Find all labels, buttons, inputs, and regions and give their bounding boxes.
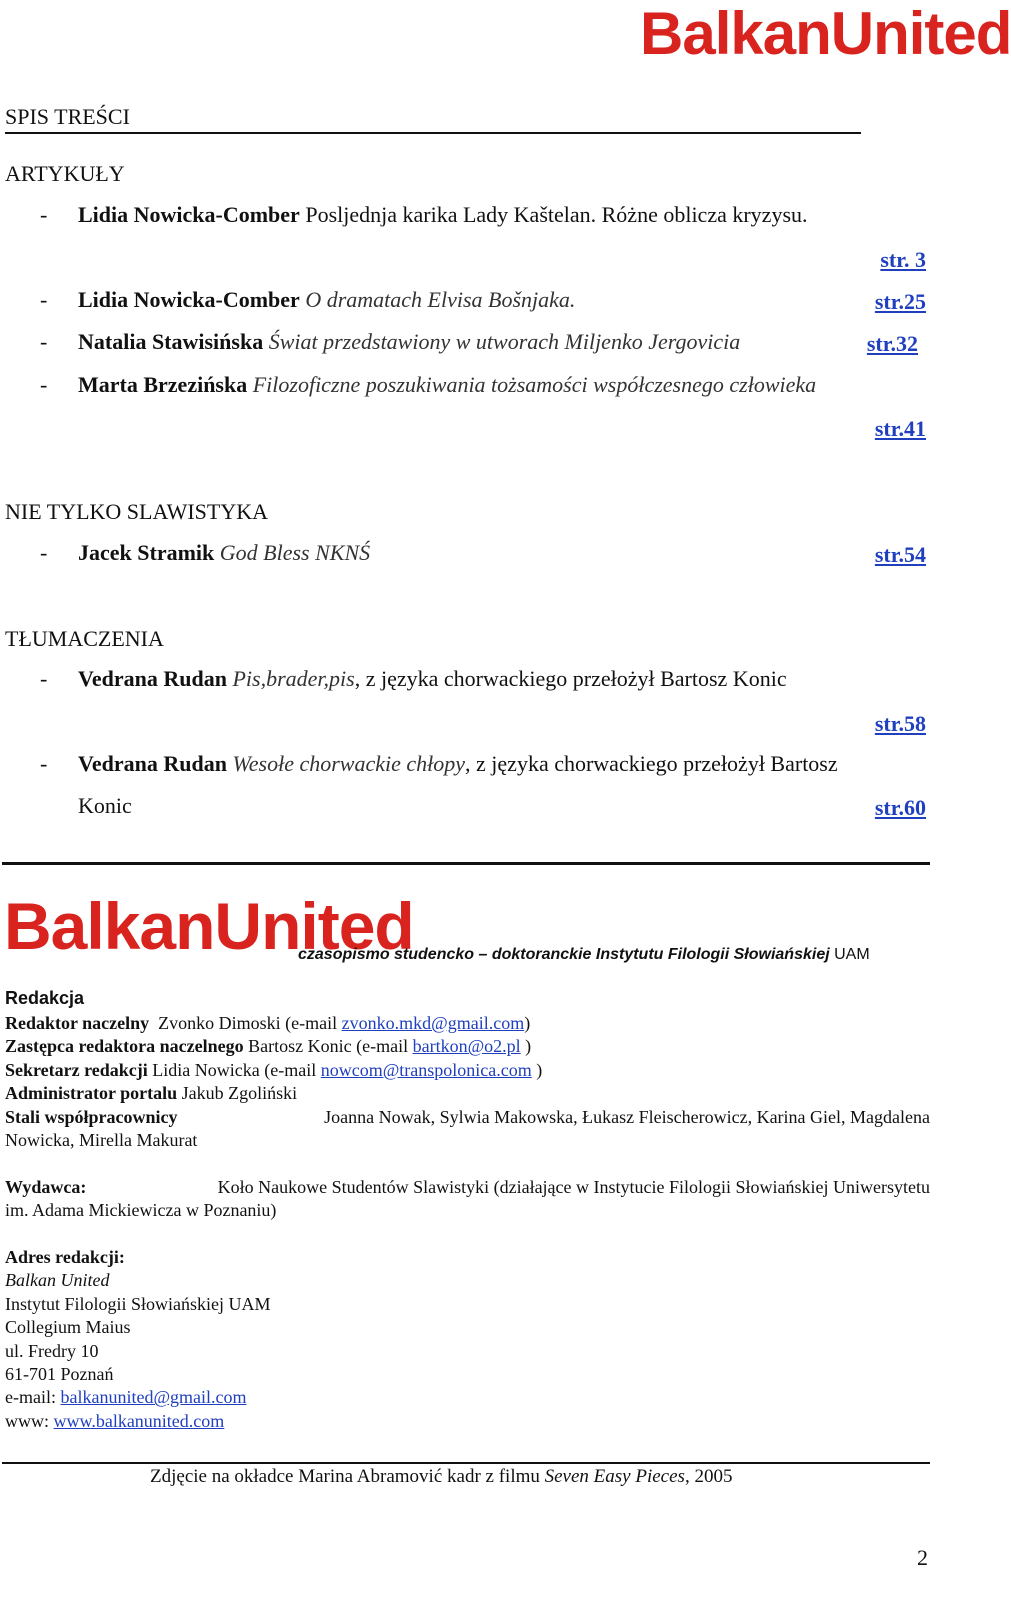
- entry-page-link[interactable]: str.60: [874, 795, 926, 820]
- toc-entry: - Jacek Stramik God Bless NKNŚ: [40, 540, 371, 565]
- section-heading-translations: TŁUMACZENIA: [5, 626, 164, 651]
- toc-entry: - Lidia Nowicka-Comber Posljednja karika Lady Kaštelan. Różne oblicza kryzysu.: [40, 202, 808, 227]
- entry-page-link[interactable]: str.25: [874, 289, 926, 314]
- publisher-line-continued: im. Adama Mickiewicza w Poznaniu): [5, 1200, 277, 1221]
- entry-title: Posljednja karika Lady Kaštelan. Różne oblicza kryzysu.: [305, 202, 808, 227]
- editor-email-link[interactable]: zvonko.mkd@gmail.com: [341, 1013, 525, 1033]
- divider: [2, 862, 930, 865]
- section-heading-articles: ARTYKUŁY: [5, 161, 125, 186]
- entry-author: Natalia Stawisińska: [78, 329, 264, 354]
- entry-title: Pis,brader,pis: [232, 666, 355, 691]
- toc-entry: - Vedrana Rudan Pis,brader,pis, z języka chorwackiego przełożył Bartosz Konic: [40, 666, 787, 691]
- publisher-line: Wydawca: Koło Naukowe Studentów Slawistyki (działające w Instytucie Filologii Słowiańskiej Uniwersytetu: [5, 1177, 930, 1197]
- staff-line: Stali współpracownicy Joanna Nowak, Sylwia Makowska, Łukasz Fleischerowicz, Karina Giel, Magdalena: [5, 1106, 930, 1127]
- entry-author: Marta Brzezińska: [78, 372, 248, 397]
- section-heading-not-only-slavistics: NIE TYLKO SLAWISTYKA: [5, 499, 269, 524]
- cover-photo-credit: Zdjęcie na okładce Marina Abramović kadr z filmu Seven Easy Pieces, 2005: [150, 1466, 733, 1487]
- entry-page-link[interactable]: str.54: [874, 542, 926, 567]
- page-number: 2: [917, 1545, 928, 1570]
- email-link[interactable]: balkanunited@gmail.com: [60, 1387, 247, 1408]
- entry-title: Wesołe chorwackie chłopy: [232, 751, 466, 776]
- divider: [2, 1462, 930, 1464]
- address-line: ul. Fredry 10: [5, 1340, 99, 1361]
- entry-author: Vedrana Rudan: [78, 751, 227, 776]
- address-block: [5, 1246, 271, 1433]
- toc-entry: - Vedrana Rudan Wesołe chorwackie chłopy, z języka chorwackiego przełożył Bartosz: [40, 751, 838, 776]
- secretary-email-link[interactable]: nowcom@transpolonica.com: [320, 1059, 532, 1080]
- toc-entry: - Natalia Stawisińska Świat przedstawiony w utworach Miljenko Jergovicia: [40, 329, 741, 354]
- email-line: e-mail: balkanunited@gmail.com: [5, 1387, 247, 1408]
- deputy-line: Zastępca redaktora naczelnego Bartosz Konic (e-mail bartkon@o2.pl ): [5, 1036, 532, 1057]
- entry-title: Świat przedstawiony w utworach Miljenko Jergovicia: [268, 329, 741, 354]
- address-line: Instytut Filologii Słowiańskiej UAM: [5, 1293, 271, 1314]
- entry-note: , z języka chorwackiego przełożył Bartosz Konic: [354, 666, 787, 691]
- editor-line: Redaktor naczelny Zvonko Dimoski (e-mail zvonko.mkd@gmail.com): [5, 1013, 531, 1033]
- entry-page-link[interactable]: str.32: [866, 331, 918, 356]
- masthead-tagline: [298, 946, 870, 964]
- entry-author: Lidia Nowicka-Comber: [78, 287, 300, 312]
- toc-title: SPIS TREŚCI: [5, 104, 861, 134]
- publisher: [5, 1176, 930, 1223]
- tagline-text: czasopismo studencko – doktoranckie Instytutu Filologii Słowiańskiej: [298, 946, 830, 963]
- redakcja-heading: Redakcja: [5, 988, 85, 1008]
- entry-title: Filozoficzne poszukiwania tożsamości współczesnego człowieka: [252, 372, 817, 397]
- entry-title: O dramatach Elvisa Bošnjaka.: [305, 287, 576, 312]
- tagline-uam: UAM: [834, 946, 870, 963]
- entry-page-link[interactable]: str.58: [874, 711, 926, 736]
- address-line: 61-701 Poznań: [5, 1364, 114, 1385]
- header-logo-text: BalkanUnited: [640, 0, 1011, 67]
- toc-entry: - Marta Brzezińska Filozoficzne poszukiwania tożsamości współczesnego człowieka: [40, 372, 817, 397]
- secretary-line: Sekretarz redakcji Lidia Nowicka (e-mail nowcom@transpolonica.com ): [5, 1059, 543, 1080]
- website-link[interactable]: www.balkanunited.com: [53, 1410, 225, 1431]
- admin-line: Administrator portalu Jakub Zgoliński: [5, 1083, 298, 1104]
- entry-author: Lidia Nowicka-Comber: [78, 202, 300, 227]
- header-logo: [640, 0, 1011, 67]
- entry-page-link[interactable]: str. 3: [880, 247, 926, 272]
- entry-note-continued: Konic: [78, 793, 132, 818]
- entry-page-link[interactable]: str.41: [874, 416, 926, 441]
- address-line: Collegium Maius: [5, 1317, 131, 1338]
- deputy-email-link[interactable]: bartkon@o2.pl: [412, 1036, 521, 1057]
- masthead-logo-text: BalkanUnited: [4, 889, 414, 963]
- staff-line-continued: Nowicka, Mirella Makurat: [5, 1130, 198, 1151]
- entry-author: Vedrana Rudan: [78, 666, 227, 691]
- editorial-staff: [5, 1012, 930, 1152]
- entry-author: Jacek Stramik: [78, 540, 215, 565]
- address-name: Balkan United: [5, 1270, 110, 1291]
- film-title: Seven Easy Pieces: [544, 1466, 685, 1487]
- entry-note: , z języka chorwackiego przełożył Bartosz: [465, 751, 838, 776]
- entry-title: God Bless NKNŚ: [219, 540, 371, 565]
- www-line: www: www.balkanunited.com: [5, 1410, 225, 1431]
- toc-entry: - Lidia Nowicka-Comber O dramatach Elvisa Bošnjaka.: [40, 287, 576, 312]
- address-label: Adres redakcji:: [5, 1247, 125, 1267]
